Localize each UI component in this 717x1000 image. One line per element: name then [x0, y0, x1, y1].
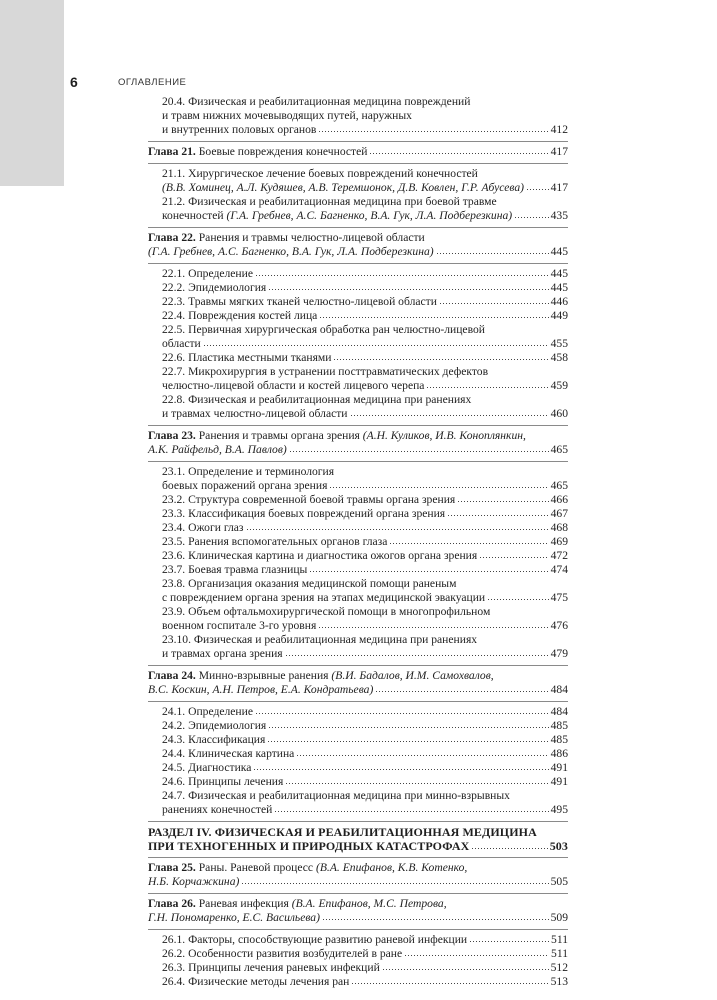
toc-entry-text: [162, 521, 244, 535]
toc-entry-text: [162, 407, 348, 421]
dot-leader: [457, 499, 548, 503]
toc-authors: (В.А. Епифанов, К.В. Котенко,: [315, 861, 468, 874]
toc-chapter-label: Глава 24.: [148, 669, 196, 682]
section-divider: [148, 263, 568, 264]
toc-page-number: 467: [550, 507, 568, 520]
toc-chapter-label: Глава 21.: [148, 145, 196, 158]
toc-subentry[interactable]: [148, 209, 568, 223]
dot-leader: [469, 939, 549, 943]
toc-page-number: 511: [551, 947, 568, 960]
toc-entry-text: [162, 549, 477, 563]
toc-title-text: 22.8. Физическая и реабилитационная медицина при ранениях: [162, 393, 472, 406]
toc-subentry[interactable]: [148, 947, 568, 961]
toc-subentry[interactable]: [148, 733, 568, 747]
running-header-title: ОГЛАВЛЕНИЕ: [118, 77, 187, 88]
toc-entry-text: [162, 295, 437, 309]
toc-entry-text: [148, 669, 494, 683]
page-margin-band: [0, 0, 64, 186]
toc-entry-text: [148, 443, 287, 457]
toc-entry-text: [162, 365, 488, 379]
toc-title-text: ранениях конечностей: [162, 803, 273, 816]
dot-leader: [471, 846, 547, 850]
section-divider: [148, 227, 568, 228]
dot-leader: [389, 541, 548, 545]
section-divider: [148, 701, 568, 702]
toc-chapter-entry[interactable]: [148, 669, 568, 683]
toc-authors: (Г.А. Гребнев, А.С. Багненко, В.А. Гук, Л.А. Подберезкина): [148, 245, 434, 258]
toc-title-text: Раневая инфекция: [195, 897, 292, 910]
toc-entry-text: [162, 479, 327, 493]
toc-title-text: Минно-взрывные ранения: [195, 669, 332, 682]
toc-subentry[interactable]: [148, 789, 568, 803]
toc-entry-text: [162, 309, 317, 323]
toc-chapter-entry[interactable]: [148, 231, 568, 245]
toc-page-number: 449: [550, 309, 568, 322]
dot-leader: [526, 187, 549, 191]
toc-entry-text: [162, 493, 455, 507]
toc-title-text: Раны. Раневой процесс: [195, 861, 316, 874]
toc-page-number: 503: [549, 839, 568, 853]
toc-entry-text: [162, 123, 316, 137]
toc-chapter-entry[interactable]: [148, 683, 568, 697]
toc-entry-text: [162, 323, 485, 337]
toc-subentry[interactable]: [148, 619, 568, 633]
toc-title-text: 22.4. Повреждения костей лица: [162, 309, 318, 322]
toc-subentry[interactable]: [148, 961, 568, 975]
toc-page-number: 472: [550, 549, 568, 562]
toc-entry-text: [162, 947, 402, 961]
toc-page-number: 512: [550, 961, 568, 974]
toc-entry-text: [162, 393, 471, 407]
toc-subentry[interactable]: [148, 493, 568, 507]
dot-leader: [322, 917, 549, 921]
toc-subentry[interactable]: [148, 267, 568, 281]
section-divider: [148, 425, 568, 426]
toc-subentry[interactable]: [148, 407, 568, 421]
toc-subentry[interactable]: [148, 803, 568, 817]
toc-subentry[interactable]: [148, 535, 568, 549]
toc-entry-text: [162, 975, 349, 989]
toc-chapter-entry[interactable]: [148, 443, 568, 457]
toc-entry-text: [162, 167, 478, 181]
section-divider: [148, 141, 568, 142]
toc-title-text: 26.3. Принципы лечения раневых инфекций: [162, 961, 380, 974]
toc-page-number: 468: [550, 521, 568, 534]
toc-page-number: 509: [550, 911, 568, 924]
toc-title-text: 24.6. Принципы лечения: [162, 775, 284, 788]
section-divider: [148, 821, 568, 822]
toc-authors: А.К. Райфельд, В.А. Павлов): [148, 443, 287, 456]
toc-entry-text: [162, 535, 387, 549]
toc-page-number: 475: [550, 591, 568, 604]
toc-title-text: 21.1. Хирургическое лечение боевых повреждений конечностей: [162, 167, 478, 180]
toc-entry-text: [162, 633, 477, 647]
toc-entry-text: [148, 145, 367, 159]
toc-entry-text: [148, 897, 447, 911]
toc-authors: (В.И. Бадалов, И.М. Самохвалов,: [331, 669, 494, 682]
toc-authors: В.С. Коскин, А.Н. Петров, Е.А. Кондратьева): [148, 683, 374, 696]
dot-leader: [309, 569, 548, 573]
toc-entry-text: [162, 195, 497, 209]
toc-subentry[interactable]: [148, 633, 568, 647]
toc-entry-text: [162, 95, 470, 109]
toc-title-text: 23.5. Ранения вспомогательных органов глаза: [162, 535, 388, 548]
dot-leader: [514, 215, 549, 219]
toc-chapter-entry[interactable]: [148, 861, 568, 875]
toc-subentry[interactable]: [148, 933, 568, 947]
dot-leader: [350, 413, 549, 417]
toc-subentry[interactable]: [148, 563, 568, 577]
toc-subentry[interactable]: [148, 647, 568, 661]
toc-subentry[interactable]: [148, 605, 568, 619]
toc-page-number: 465: [550, 479, 568, 492]
toc-entry-text: [148, 825, 537, 839]
dot-leader: [375, 689, 548, 693]
toc-subentry[interactable]: [148, 507, 568, 521]
toc-chapter-entry[interactable]: [148, 911, 568, 925]
toc-subentry[interactable]: [148, 379, 568, 393]
toc-entry-text: [162, 747, 294, 761]
toc-entry-text: [148, 875, 239, 889]
toc-subentry[interactable]: [148, 975, 568, 989]
toc-title-text: 22.5. Первичная хирургическая обработка ран челюстно-лицевой: [162, 323, 485, 336]
toc-page-number: 511: [551, 933, 568, 946]
toc-title-text: 21.2. Физическая и реабилитационная медицина при боевой травме: [162, 195, 497, 208]
toc-title-text: 24.3. Классификация: [162, 733, 266, 746]
dot-leader: [203, 343, 549, 347]
toc-entry-text: [162, 351, 331, 365]
toc-title-text: 23.10. Физическая и реабилитационная медицина при ранениях: [162, 633, 478, 646]
toc-page-number: 446: [550, 295, 568, 308]
toc-subentry[interactable]: [148, 167, 568, 181]
toc-title-text: 23.3. Классификация боевых повреждений органа зрения: [162, 507, 446, 520]
toc-page-number: 417: [550, 145, 568, 158]
toc-subentry[interactable]: [148, 761, 568, 775]
dot-leader: [439, 301, 549, 305]
toc-subentry[interactable]: [148, 123, 568, 137]
toc-page-number: 513: [550, 975, 568, 988]
toc-authors: (Г.А. Гребнев, А.С. Багненко, В.А. Гук, Л.А. Подберезкина): [226, 209, 513, 222]
toc-subentry[interactable]: [148, 351, 568, 365]
toc-title-text: 20.4. Физическая и реабилитационная медицина повреждений: [162, 95, 471, 108]
toc-title-text: 26.4. Физические методы лечения ран: [162, 975, 350, 988]
section-divider: [148, 665, 568, 666]
toc-subentry[interactable]: [148, 465, 568, 479]
toc-entry-text: [162, 181, 524, 195]
dot-leader: [333, 357, 548, 361]
toc-entry-text: [162, 761, 251, 775]
toc-chapter-entry[interactable]: [148, 245, 568, 259]
dot-leader: [487, 597, 548, 601]
toc-title-text: 26.2. Особенности развития возбудителей в ране: [162, 947, 403, 960]
dot-leader: [255, 711, 549, 715]
toc-entry-text: [162, 619, 316, 633]
toc-entry-text: [148, 429, 526, 443]
toc-entry-text: [162, 933, 467, 947]
toc-entry-text: [162, 591, 485, 605]
toc-title-text: 24.4. Клиническая картина: [162, 747, 295, 760]
section-divider: [148, 893, 568, 894]
toc-title-text: 26.1. Факторы, способствующие развитию раневой инфекции: [162, 933, 468, 946]
toc-title-text: 22.6. Пластика местными тканями: [162, 351, 332, 364]
toc-entry-text: [162, 647, 283, 661]
toc-entry-text: [148, 231, 425, 245]
toc-part-heading[interactable]: [148, 825, 568, 839]
toc-subentry[interactable]: [148, 393, 568, 407]
toc-entry-text: [162, 803, 272, 817]
page-number: 6: [70, 74, 78, 90]
toc-subentry[interactable]: [148, 337, 568, 351]
toc-entry-text: [148, 839, 469, 853]
toc-subentry[interactable]: [148, 323, 568, 337]
toc-title-text: области: [162, 337, 201, 350]
toc-subentry[interactable]: [148, 281, 568, 295]
toc-title-text: 23.2. Структура современной боевой травмы органа зрения: [162, 493, 456, 506]
toc-page-number: 485: [550, 733, 568, 746]
dot-leader: [285, 781, 548, 785]
toc-subentry[interactable]: [148, 479, 568, 493]
toc-chapter-label: Глава 25.: [148, 861, 196, 874]
toc-chapter-entry[interactable]: [148, 897, 568, 911]
dot-leader: [255, 273, 549, 277]
toc-subentry[interactable]: [148, 521, 568, 535]
dot-leader: [447, 513, 548, 517]
toc-page-number: 458: [550, 351, 568, 364]
toc-title-text: и травм нижних мочевыводящих путей, наружных: [162, 109, 412, 122]
toc-page-number: 417: [550, 181, 568, 194]
toc-page-number: 445: [550, 281, 568, 294]
toc-page-number: 479: [550, 647, 568, 660]
toc-part-heading[interactable]: [148, 839, 568, 853]
toc-page-number: 445: [550, 245, 568, 258]
toc-page-number: 460: [550, 407, 568, 420]
toc-page-number: 486: [550, 747, 568, 760]
toc-page-number: 455: [550, 337, 568, 350]
toc-title-text: 23.1. Определение и терминология: [162, 465, 335, 478]
toc-entry-text: [162, 961, 380, 975]
section-divider: [148, 461, 568, 462]
toc-title-text: РАЗДЕЛ IV. ФИЗИЧЕСКАЯ И РЕАБИЛИТАЦИОННАЯ МЕДИЦИНА: [148, 825, 537, 839]
dot-leader: [267, 739, 548, 743]
toc-title-text: 24.1. Определение: [162, 705, 253, 718]
toc-entry-text: [162, 507, 445, 521]
dot-leader: [241, 881, 548, 885]
toc-subentry[interactable]: [148, 577, 568, 591]
toc-subentry[interactable]: [148, 705, 568, 719]
toc-page-number: 465: [550, 443, 568, 456]
toc-authors: (А.Н. Куликов, И.В. Коноплянкин,: [362, 429, 526, 442]
toc-title-text: 24.2. Эпидемиология: [162, 719, 267, 732]
toc-subentry[interactable]: [148, 295, 568, 309]
toc-subentry[interactable]: [148, 719, 568, 733]
toc-title-text: 23.9. Объем офтальмохирургической помощи в многопрофильном: [162, 605, 491, 618]
toc-title-text: конечностей: [162, 209, 227, 222]
toc-entry-text: [148, 683, 373, 697]
toc-page-number: 445: [550, 267, 568, 280]
toc-entry-text: [162, 465, 334, 479]
toc-entry-text: [162, 705, 253, 719]
toc-entry-text: [162, 719, 266, 733]
toc-page-number: 505: [550, 875, 568, 888]
toc-page-number: 466: [550, 493, 568, 506]
section-divider: [148, 929, 568, 930]
toc-subentry[interactable]: [148, 95, 568, 109]
toc-title-text: 23.4. Ожоги глаз: [162, 521, 244, 534]
toc-subentry[interactable]: [148, 181, 568, 195]
toc-entry-text: [162, 577, 456, 591]
section-divider: [148, 163, 568, 164]
toc-subentry[interactable]: [148, 549, 568, 563]
toc-chapter-label: Глава 23.: [148, 429, 196, 442]
toc-authors: Г.Н. Пономаренко, Е.С. Васильева): [148, 911, 320, 924]
toc-page-number: 459: [550, 379, 568, 392]
toc-title-text: с повреждением органа зрения на этапах медицинской эвакуации: [162, 591, 486, 604]
toc-entry-text: [162, 733, 265, 747]
toc-page-number: 484: [550, 683, 568, 696]
dot-leader: [253, 767, 548, 771]
toc-title-text: 22.1. Определение: [162, 267, 253, 280]
dot-leader: [319, 315, 548, 319]
dot-leader: [289, 449, 549, 453]
dot-leader: [436, 251, 549, 255]
toc-entry-text: [162, 379, 424, 393]
table-of-contents: [148, 95, 568, 989]
dot-leader: [369, 151, 548, 155]
toc-title-text: Боевые повреждения конечностей: [195, 145, 368, 158]
section-divider: [148, 857, 568, 858]
toc-authors: Н.Б. Корчажкина): [148, 875, 240, 888]
toc-title-text: Ранения и травмы челюстно-лицевой области: [195, 231, 425, 244]
dot-leader: [479, 555, 548, 559]
dot-leader: [404, 953, 549, 957]
toc-title-text: 23.6. Клиническая картина и диагностика ожогов органа зрения: [162, 549, 478, 562]
toc-title-text: 22.2. Эпидемиология: [162, 281, 267, 294]
toc-entry-text: [162, 605, 490, 619]
toc-entry-text: [162, 789, 510, 803]
toc-entry-text: [162, 281, 266, 295]
toc-entry-text: [162, 267, 253, 281]
toc-subentry[interactable]: [148, 365, 568, 379]
dot-leader: [268, 287, 548, 291]
toc-page-number: 469: [550, 535, 568, 548]
dot-leader: [382, 967, 549, 971]
toc-title-text: и травмах органа зрения: [162, 647, 283, 660]
toc-entry-text: [162, 209, 512, 223]
toc-authors: (В.А. Епифанов, М.С. Петрова,: [291, 897, 447, 910]
toc-title-text: 23.8. Организация оказания медицинской помощи раненым: [162, 577, 457, 590]
toc-page-number: 491: [550, 761, 568, 774]
dot-leader: [285, 653, 549, 657]
toc-chapter-entry[interactable]: [148, 429, 568, 443]
toc-page-number: 435: [550, 209, 568, 222]
dot-leader: [246, 527, 549, 531]
toc-title-text: боевых поражений органа зрения: [162, 479, 328, 492]
toc-page-number: 485: [550, 719, 568, 732]
toc-page-number: 495: [550, 803, 568, 816]
toc-subentry[interactable]: [148, 195, 568, 209]
toc-entry-text: [162, 775, 283, 789]
dot-leader: [268, 725, 548, 729]
toc-subentry[interactable]: [148, 309, 568, 323]
toc-page-number: 476: [550, 619, 568, 632]
toc-chapter-entry[interactable]: [148, 875, 568, 889]
toc-title-text: военном госпитале 3-го уровня: [162, 619, 317, 632]
toc-title-text: 22.3. Травмы мягких тканей челюстно-лицевой области: [162, 295, 437, 308]
toc-chapter-entry[interactable]: [148, 145, 568, 159]
toc-title-text: 24.5. Диагностика: [162, 761, 252, 774]
toc-entry-text: [148, 911, 320, 925]
toc-title-text: Ранения и травмы органа зрения: [195, 429, 363, 442]
dot-leader: [296, 753, 548, 757]
toc-subentry[interactable]: [148, 747, 568, 761]
toc-title-text: челюстно-лицевой области и костей лицевого черепа: [162, 379, 425, 392]
dot-leader: [318, 129, 548, 133]
toc-title-text: ПРИ ТЕХНОГЕННЫХ И ПРИРОДНЫХ КАТАСТРОФАХ: [148, 839, 470, 853]
toc-subentry[interactable]: [148, 591, 568, 605]
toc-page-number: 474: [550, 563, 568, 576]
dot-leader: [351, 981, 548, 985]
toc-chapter-label: Глава 26.: [148, 897, 196, 910]
toc-chapter-label: Глава 22.: [148, 231, 196, 244]
toc-title-text: и внутренних половых органов: [162, 123, 317, 136]
toc-entry-text: [162, 337, 201, 351]
dot-leader: [426, 385, 548, 389]
dot-leader: [318, 625, 548, 629]
toc-subentry[interactable]: [148, 109, 568, 123]
toc-authors: (В.В. Хоминец, А.Л. Кудяшев, А.В. Теремшонок, Д.В. Ковлен, Г.Р. Абусева): [162, 181, 525, 194]
dot-leader: [329, 485, 548, 489]
toc-title-text: и травмах челюстно-лицевой области: [162, 407, 348, 420]
toc-title-text: 23.7. Боевая травма глазницы: [162, 563, 308, 576]
toc-page-number: 412: [550, 123, 568, 136]
toc-entry-text: [162, 109, 412, 123]
toc-entry-text: [148, 861, 467, 875]
toc-title-text: 24.7. Физическая и реабилитационная медицина при минно-взрывных: [162, 789, 510, 802]
toc-page-number: 484: [550, 705, 568, 718]
dot-leader: [274, 809, 548, 813]
toc-page-number: 491: [550, 775, 568, 788]
toc-entry-text: [148, 245, 434, 259]
toc-title-text: 22.7. Микрохирургия в устранении посттравматических дефектов: [162, 365, 489, 378]
toc-subentry[interactable]: [148, 775, 568, 789]
toc-entry-text: [162, 563, 307, 577]
